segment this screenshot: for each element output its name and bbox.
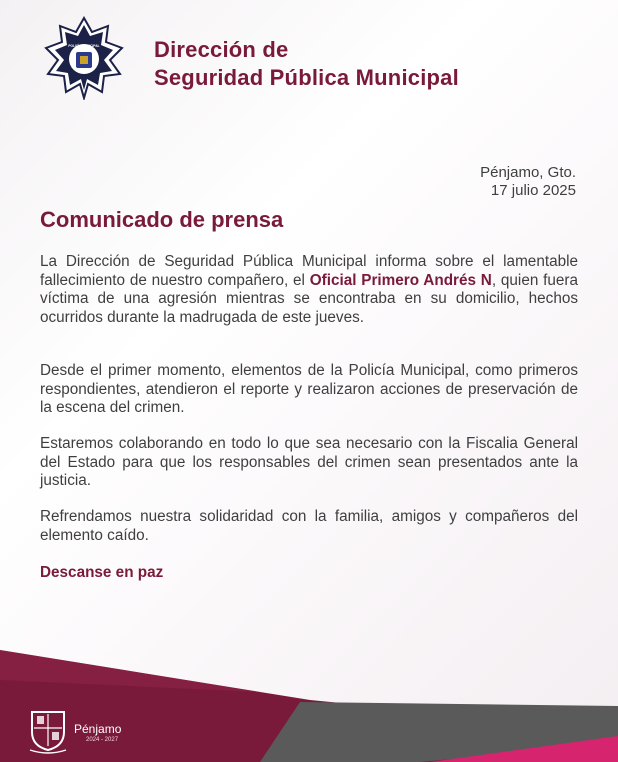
- page-title: [154, 36, 459, 92]
- officer-name: Oficial Primero Andrés N: [309, 271, 492, 289]
- footer-band: [0, 640, 618, 762]
- paragraph-2: Desde el primer momento, elementos de la Policía Municipal, como primeros respondientes, atendieron el reporte y realizaron acciones de preservación de la escena del crimen.: [40, 362, 578, 417]
- title-line-1: Dirección de: [154, 37, 289, 62]
- footer-city-name: Pénjamo: [74, 722, 122, 736]
- city-text: Pénjamo, Gto.: [480, 164, 576, 181]
- paragraph-4: Refrendamos nuestra solidaridad con la familia, amigos y compañeros del elemento caído.: [40, 508, 578, 544]
- date-text: 17 julio 2025: [490, 182, 576, 199]
- place-date: [480, 164, 576, 200]
- paragraph-1-end: , quien fuera víctima de una agresión mientras se encontraba en su domicilio, hechos ocurridos durante la madrugada de este jueves.: [40, 271, 578, 326]
- paragraph-3: Estaremos colaborando en todo lo que sea necesario con la Fiscalia General del Estado para que los responsables del crimen sean presentados ante la justicia.: [40, 435, 578, 490]
- paragraph-1-start: La Dirección de Seguridad Pública Municipal informa sobre el lamentable fallecimiento de nuestro compañero, el: [40, 253, 578, 289]
- section-heading: Comunicado de prensa: [40, 207, 284, 232]
- closing-text: Descanse en paz: [40, 564, 164, 581]
- paragraph-1: [40, 253, 578, 327]
- badge-lettering: POLICÍA MUNICIPAL: [68, 44, 100, 48]
- title-line-2: Seguridad Pública Municipal: [154, 65, 459, 90]
- penjamo-coat-of-arms-icon: [28, 706, 68, 754]
- police-star-badge-icon: [42, 16, 126, 100]
- footer-years: 2024 - 2027: [86, 737, 119, 743]
